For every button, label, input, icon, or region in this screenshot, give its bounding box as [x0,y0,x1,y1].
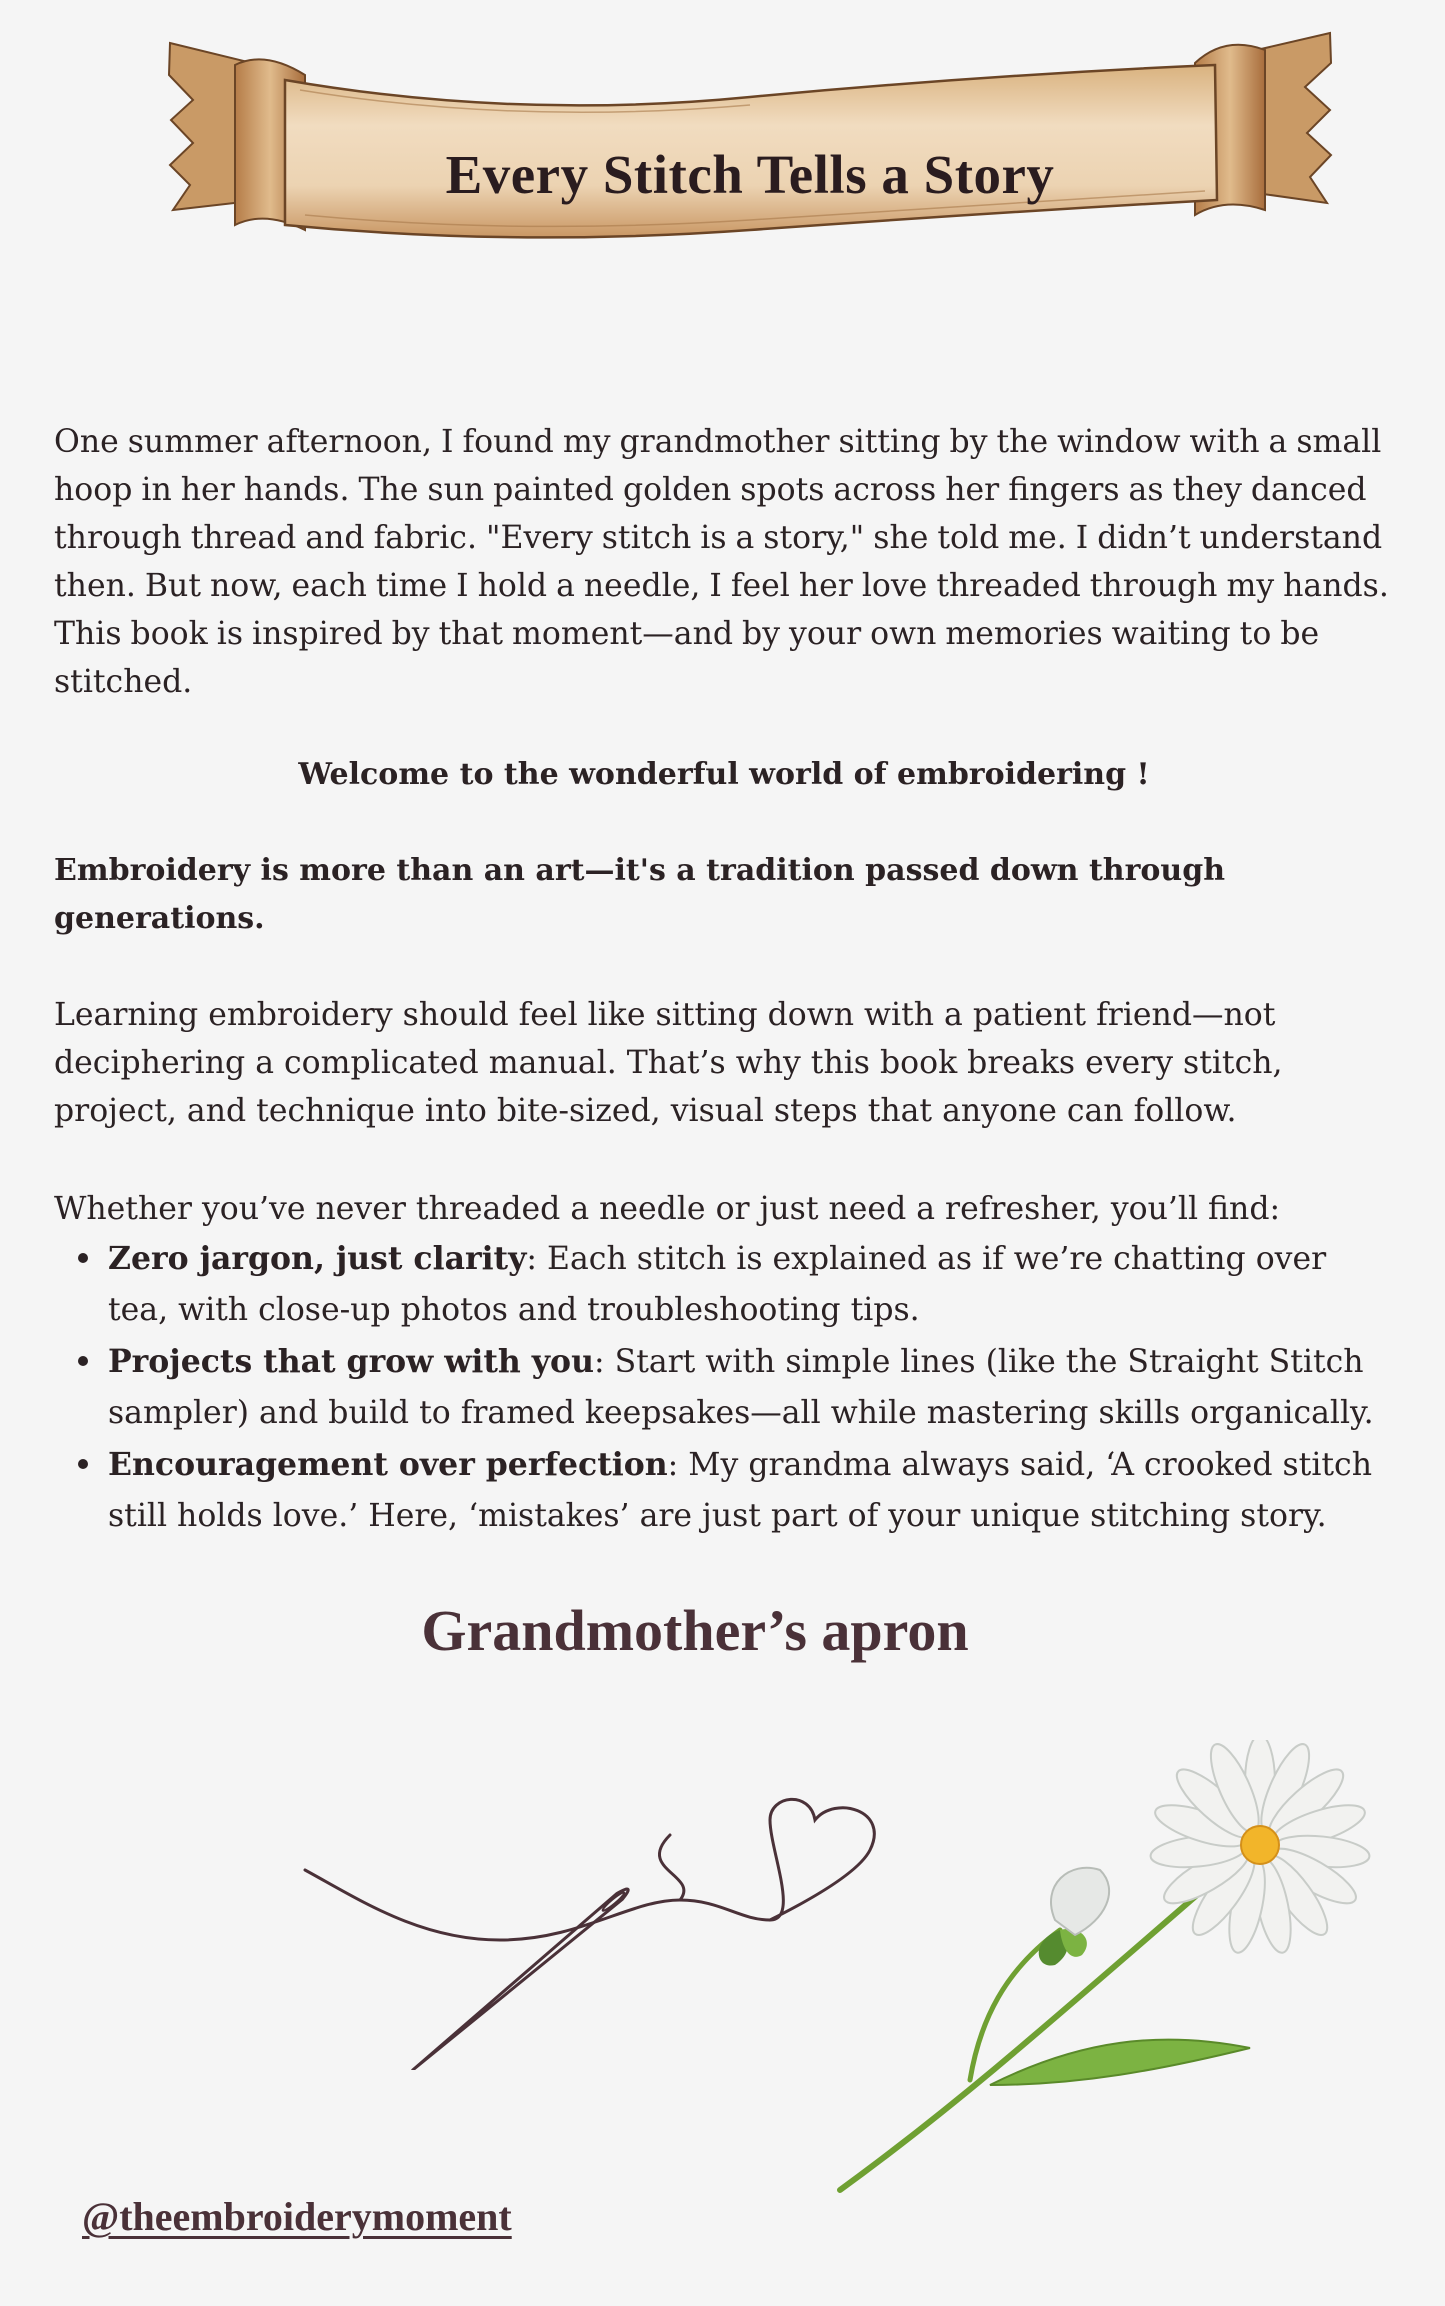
feature-list [54,1233,1394,1542]
main-content [54,418,1394,1542]
parchment-banner [165,25,1335,255]
whether-intro: Whether you’ve never threaded a needle or just need a refresher, you’ll find: [54,1191,1281,1227]
needle-thread-heart-icon [300,1790,900,2070]
tradition-statement: Embroidery is more than an art—it's a tradition passed down through generations. [54,853,1226,936]
list-item [74,1439,1394,1542]
learning-paragraph: Learning embroidery should feel like sitting down with a patient friend—not deciphering a complicated manual. That’s why this book breaks every stitch, project, and technique into bite-sized, visual steps that anyone can follow. [54,997,1283,1129]
welcome-heading: Welcome to the wonderful world of embroidering ! [298,757,1150,792]
list-item [74,1336,1394,1439]
feature-title: Zero jargon, just clarity [108,1240,527,1277]
feature-text: : Start with simple lines (like the Straight Stitch sampler) and build to framed keepsakes—all while mastering skills organically. [108,1344,1374,1431]
banner-title: Every Stitch Tells a Story [445,144,1055,205]
feature-text: : Each stitch is explained as if we’re chatting over tea, with close-up photos and troubleshooting tips. [108,1241,1327,1328]
daisy-flower-illustration [830,1740,1410,2200]
feature-text: : My grandma always said, ‘A crooked stitch still holds love.’ Here, ‘mistakes’ are just part of your unique stitching story. [108,1447,1372,1534]
scroll-ribbon-graphic [165,25,1335,255]
list-item [74,1233,1394,1336]
social-handle-link[interactable]: @theembroiderymoment [82,2194,512,2239]
feature-title: Projects that grow with you [108,1343,594,1380]
section-heading: Grandmother’s apron [421,1598,969,1663]
intro-paragraph: One summer afternoon, I found my grandmother sitting by the window with a small hoop in her hands. The sun painted golden spots across her fingers as they danced through thread and fabric. "Every stitch is a story," she told me. I didn’t understand then. But now, each time I hold a needle, I feel her love threaded through my hands. This book is inspired by that moment—and by your own memories waiting to be stitched. [54,424,1389,700]
feature-title: Encouragement over perfection [108,1446,668,1483]
